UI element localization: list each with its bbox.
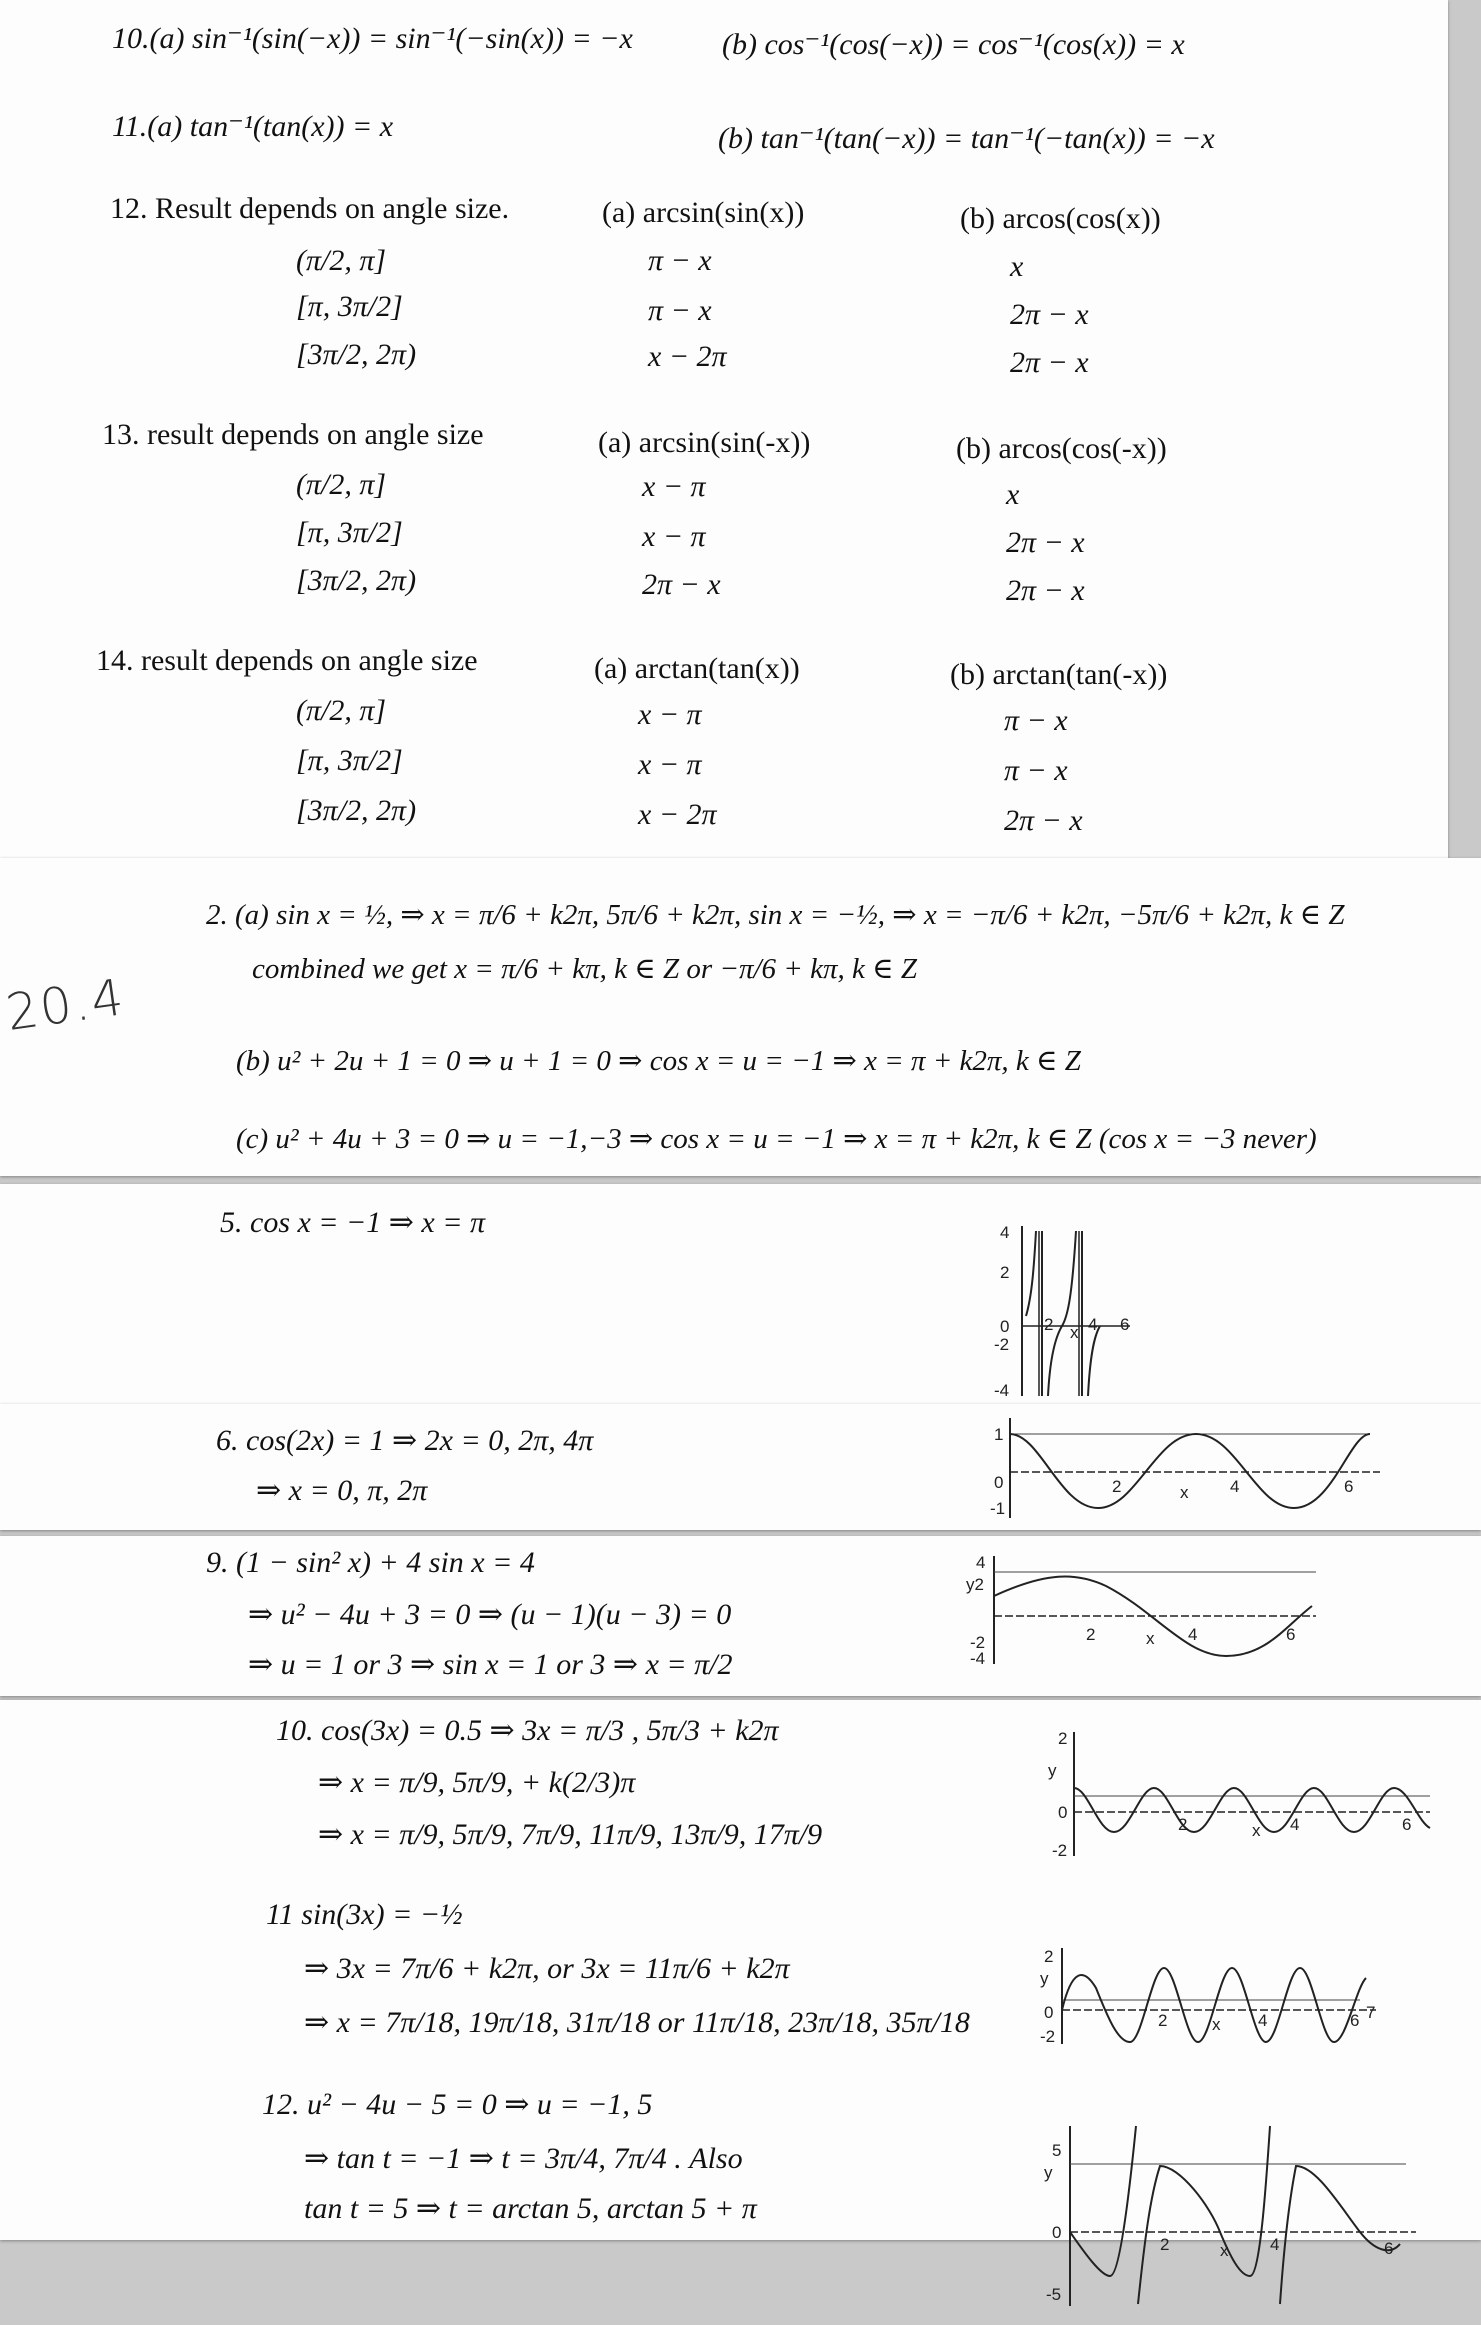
q12-col-a: (a) arcsin(sin(x)) [602, 196, 805, 229]
p10-line1: 10. cos(3x) = 0.5 ⇒ 3x = π/3 , 5π/3 + k2π [276, 1714, 779, 1747]
q13-b-value: x [1006, 478, 1020, 511]
q13-col-b: (b) arcos(cos(-x)) [956, 432, 1167, 465]
graph-5 [990, 1223, 1140, 1406]
x-tick-label: 2 [1160, 2235, 1170, 2254]
y-tick-label: -2 [1052, 1841, 1068, 1860]
q11b-text: (b) tan⁻¹(tan(−x)) = tan⁻¹(−tan(x)) = −x [718, 122, 1215, 155]
answer-strip-2 [0, 858, 1481, 1176]
answer-strip-6 [0, 1700, 1481, 2304]
answer-strip-5 [0, 1536, 1481, 1696]
q12-a-value: π − x [648, 244, 712, 277]
x-axis-label: x [1180, 1483, 1189, 1502]
y-tick-label: 2 [1058, 1729, 1068, 1748]
y-tick-label: 4 [976, 1553, 986, 1572]
y-tick-label: -2 [994, 1335, 1010, 1354]
q12-interval: [3π/2, 2π) [296, 338, 417, 371]
q14-title: 14. result depends on angle size [96, 644, 478, 677]
q14-col-a: (a) arctan(tan(x)) [594, 652, 800, 685]
y-tick-label: -1 [990, 1499, 1006, 1518]
x-tick-label: 4 [1258, 2011, 1268, 2030]
p5-text: 5. cos x = −1 ⇒ x = π [220, 1206, 486, 1239]
y-tick-label: 0 [1058, 1803, 1068, 1822]
q14-a-value: x − 2π [638, 798, 717, 831]
q14-interval: [π, 3π/2] [296, 744, 403, 777]
q12-b-value: x [1010, 250, 1024, 283]
x-axis-label: x [1220, 2241, 1229, 2260]
q14-b-value: π − x [1004, 754, 1068, 787]
p6-line1: 6. cos(2x) = 1 ⇒ 2x = 0, 2π, 4π [216, 1424, 594, 1457]
q14-b-value: π − x [1004, 704, 1068, 737]
x-tick-label: 7 [1366, 2003, 1376, 2022]
q12-b-value: 2π − x [1010, 298, 1089, 331]
x-tick-label: 4 [1088, 1315, 1098, 1334]
q11a-text: 11.(a) tan⁻¹(tan(x)) = x [112, 110, 394, 143]
y-tick-label: 0 [1044, 2003, 1054, 2022]
p12-line2: ⇒ tan t = −1 ⇒ t = 3π/4, 7π/4 . Also [304, 2142, 743, 2175]
x-tick-label: 4 [1270, 2235, 1280, 2254]
x-tick-label: 6 [1120, 1315, 1130, 1334]
y-tick-label: 0 [994, 1473, 1004, 1492]
q13-interval: [3π/2, 2π) [296, 564, 417, 597]
q13-interval: [π, 3π/2] [296, 516, 403, 549]
p11-line1: 11 sin(3x) = −½ [266, 1898, 463, 1931]
p6-line2: ⇒ x = 0, π, 2π [256, 1474, 428, 1507]
y-tick-label: -2 [1040, 2027, 1056, 2046]
q13-a-value: 2π − x [642, 568, 721, 601]
q12-col-b: (b) arcos(cos(x)) [960, 202, 1161, 235]
x-tick-label: 2 [1112, 1477, 1122, 1496]
p11-line2: ⇒ 3x = 7π/6 + k2π, or 3x = 11π/6 + k2π [304, 1952, 790, 1985]
y-tick-label: 1 [994, 1425, 1004, 1444]
curve-12 [1070, 2126, 1400, 2304]
p9-line2: ⇒ u² − 4u + 3 = 0 ⇒ (u − 1)(u − 3) = 0 [248, 1598, 732, 1631]
answer-strip-1 [0, 0, 1448, 868]
graph-9 [966, 1553, 1326, 1668]
y-tick-label: y [1048, 1761, 1057, 1780]
q13-a-value: x − π [642, 520, 706, 553]
p9-line1: 9. (1 − sin² x) + 4 sin x = 4 [206, 1546, 535, 1579]
q14-col-b: (b) arctan(tan(-x)) [950, 658, 1168, 691]
answer-strip-4 [0, 1404, 1481, 1530]
q13-interval: (π/2, π] [296, 468, 387, 501]
x-axis-label: x [1070, 1323, 1079, 1342]
q13-b-value: 2π − x [1006, 526, 1085, 559]
x-tick-label: 4 [1188, 1625, 1198, 1644]
q12-interval: (π/2, π] [296, 244, 387, 277]
q12-title: 12. Result depends on angle size. [110, 192, 510, 225]
handwritten-section-number: 20.4 [2, 967, 129, 1043]
y-tick-label: -4 [994, 1381, 1010, 1400]
q14-interval: (π/2, π] [296, 694, 387, 727]
p2b-text: (b) u² + 2u + 1 = 0 ⇒ u + 1 = 0 ⇒ cos x = u = −1 ⇒ x = π + k2π, k ∈ Z [236, 1045, 1081, 1077]
curve-5 [1026, 1231, 1100, 1396]
y-tick-label: 4 [1000, 1223, 1010, 1242]
y-tick-label: 0 [1052, 2223, 1062, 2242]
q10b-text: (b) cos⁻¹(cos(−x)) = cos⁻¹(cos(x)) = x [722, 28, 1185, 61]
graph-11 [1040, 1948, 1380, 2048]
x-axis-label: x [1146, 1629, 1155, 1648]
y-tick-label: 5 [1052, 2141, 1062, 2160]
x-tick-label: 6 [1286, 1625, 1296, 1644]
p10-line3: ⇒ x = π/9, 5π/9, 7π/9, 11π/9, 13π/9, 17π/9 [318, 1818, 823, 1851]
p9-line3: ⇒ u = 1 or 3 ⇒ sin x = 1 or 3 ⇒ x = π/2 [248, 1648, 733, 1681]
x-tick-label: 2 [1178, 1815, 1188, 1834]
y-tick-label: y [1044, 2163, 1053, 2182]
p10-line2: ⇒ x = π/9, 5π/9, + k(2/3)π [318, 1766, 636, 1799]
q13-a-value: x − π [642, 470, 706, 503]
x-tick-label: 6 [1350, 2011, 1360, 2030]
y-tick-label: 2 [1044, 1947, 1054, 1966]
p2c-text: (c) u² + 4u + 3 = 0 ⇒ u = −1,−3 ⇒ cos x = u = −1 ⇒ x = π + k2π, k ∈ Z (cos x = −3 never) [236, 1123, 1317, 1155]
q13-b-value: 2π − x [1006, 574, 1085, 607]
q14-interval: [3π/2, 2π) [296, 794, 417, 827]
y-tick-label: -2 [970, 1633, 986, 1652]
graph-10 [1040, 1729, 1440, 1862]
y-tick-label: -4 [970, 1649, 986, 1668]
x-tick-label: 6 [1344, 1477, 1354, 1496]
graph-12 [1040, 2126, 1420, 2306]
q14-b-value: 2π − x [1004, 804, 1083, 837]
q12-a-value: π − x [648, 294, 712, 327]
x-tick-label: 2 [1044, 1315, 1054, 1334]
p12-line3: tan t = 5 ⇒ t = arctan 5, arctan 5 + π [304, 2192, 757, 2225]
curve-6 [1010, 1434, 1370, 1508]
p2a-line1: 2. (a) sin x = ½, ⇒ x = π/6 + k2π, 5π/6 + k2π, sin x = −½, ⇒ x = −π/6 + k2π, −5π/6 + k2π, k ∈ Z [206, 899, 1345, 931]
q13-title: 13. result depends on angle size [102, 418, 484, 451]
x-tick-label: 6 [1402, 1815, 1412, 1834]
q12-a-value: x − 2π [648, 340, 727, 373]
x-tick-label: 4 [1290, 1815, 1300, 1834]
q10a-text: 10.(a) sin⁻¹(sin(−x)) = sin⁻¹(−sin(x)) = −x [112, 22, 633, 55]
graph-6 [990, 1418, 1390, 1518]
x-axis-label: x [1212, 2015, 1221, 2034]
p2a-line2: combined we get x = π/6 + kπ, k ∈ Z or −π/6 + kπ, k ∈ Z [252, 953, 917, 985]
q14-a-value: x − π [638, 698, 702, 731]
y-tick-label: y2 [966, 1575, 984, 1594]
x-axis-label: x [1252, 1821, 1261, 1840]
x-tick-label: 6 [1384, 2239, 1394, 2258]
x-tick-label: 4 [1230, 1477, 1240, 1496]
q12-b-value: 2π − x [1010, 346, 1089, 379]
y-tick-label: y [1040, 1969, 1049, 1988]
q13-col-a: (a) arcsin(sin(-x)) [598, 426, 811, 459]
answer-strip-3 [0, 1184, 1481, 1416]
q12-interval: [π, 3π/2] [296, 290, 403, 323]
p12-line1: 12. u² − 4u − 5 = 0 ⇒ u = −1, 5 [262, 2088, 653, 2121]
q14-a-value: x − π [638, 748, 702, 781]
x-tick-label: 2 [1086, 1625, 1096, 1644]
y-tick-label: -5 [1046, 2285, 1062, 2304]
y-tick-label: 0 [1000, 1317, 1010, 1336]
x-tick-label: 2 [1158, 2011, 1168, 2030]
p11-line3: ⇒ x = 7π/18, 19π/18, 31π/18 or 11π/18, 23π/18, 35π/18 [304, 2006, 970, 2039]
y-tick-label: 2 [1000, 1263, 1010, 1282]
